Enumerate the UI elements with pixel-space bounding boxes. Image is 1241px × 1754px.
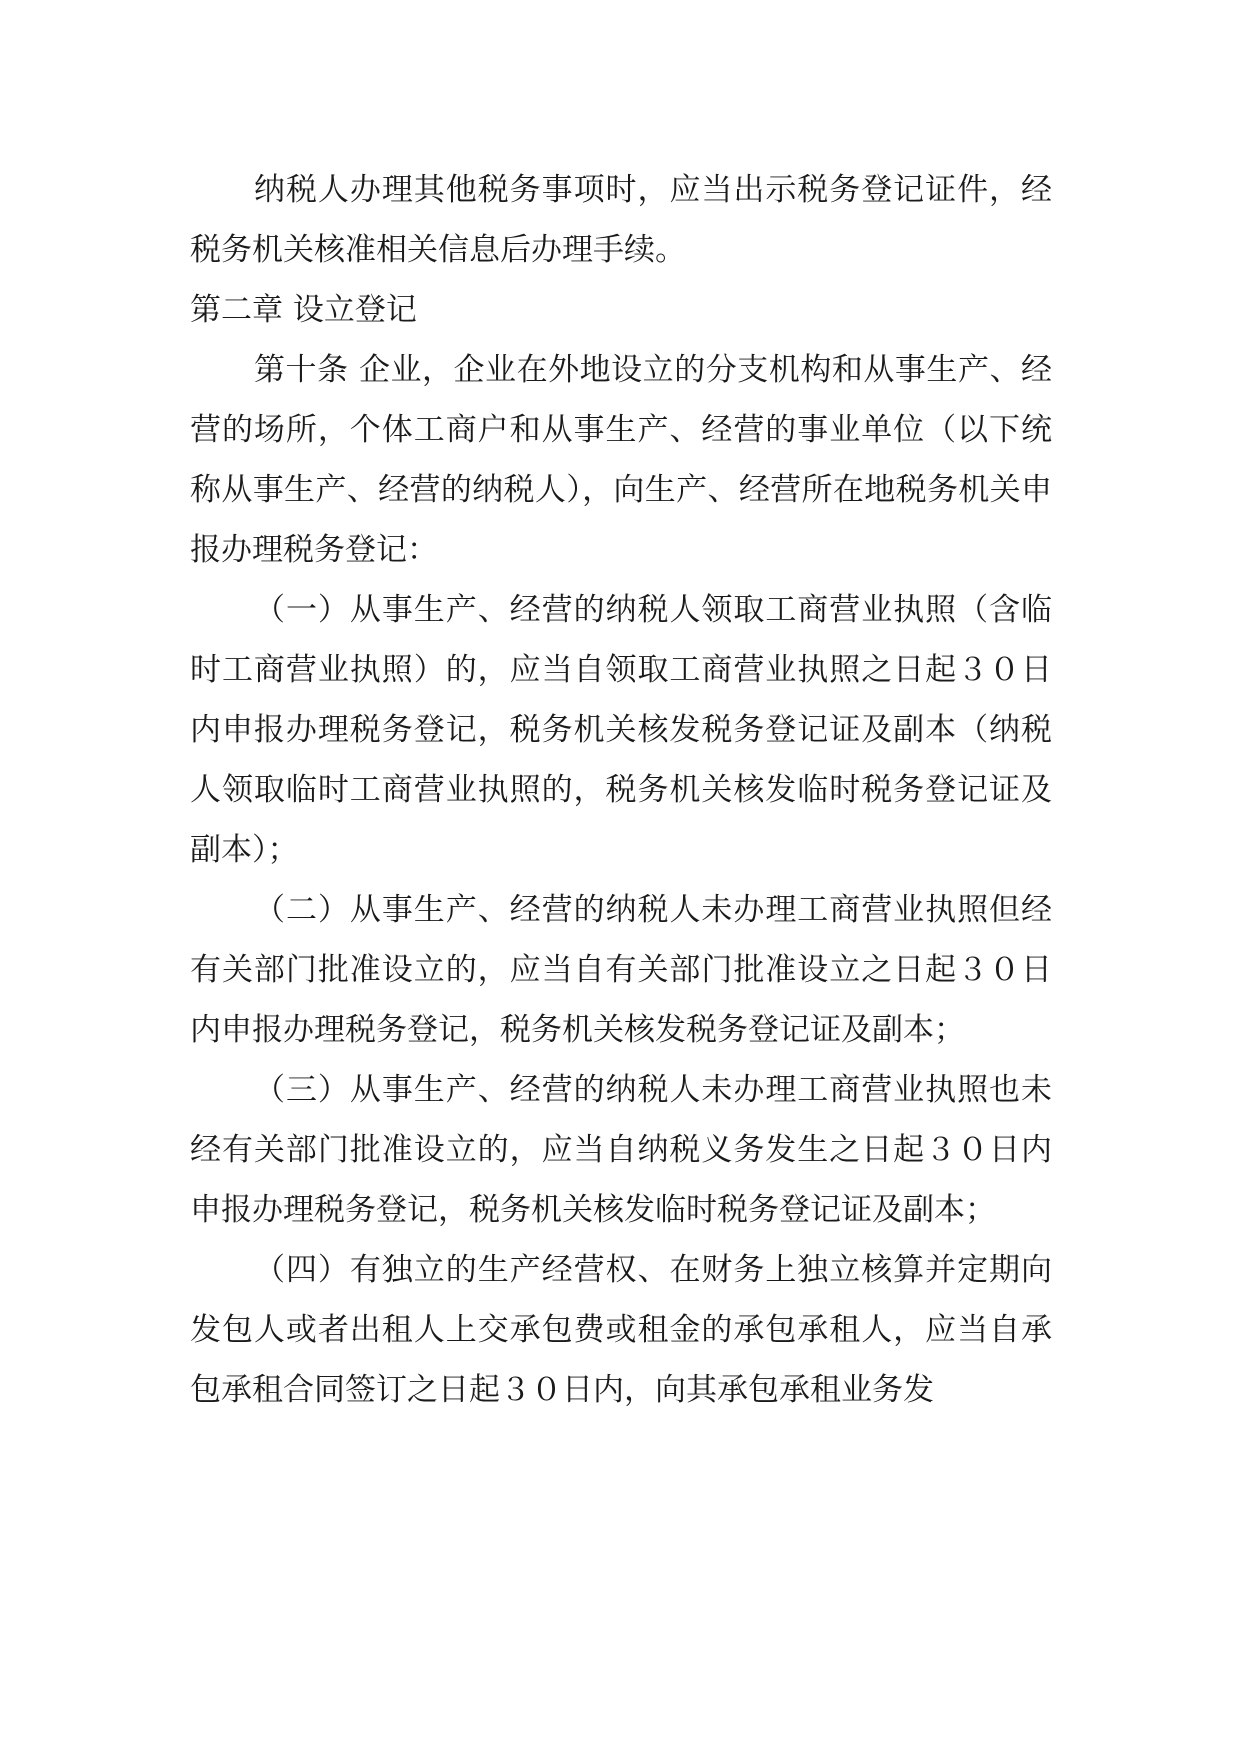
article-ten: 第十条 企业，企业在外地设立的分支机构和从事生产、经营的场所，个体工商户和从事生产、经营的事业单位（以下统称从事生产、经营的纳税人），向生产、经营所在地税务机关申报办理税务登记：: [190, 352, 1052, 568]
article-ten-item-3: （三）从事生产、经营的纳税人未办理工商营业执照也未经有关部门批准设立的，应当自纳税义务发生之日起３０日内申报办理税务登记，税务机关核发临时税务登记证及副本；: [190, 1072, 1052, 1228]
article-ten-item-2: （二）从事生产、经营的纳税人未办理工商营业执照但经有关部门批准设立的，应当自有关部门批准设立之日起３０日内申报办理税务登记，税务机关核发税务登记证及副本；: [190, 892, 1052, 1048]
document-body: [190, 160, 1052, 1420]
paragraph-other-tax-matters: 纳税人办理其他税务事项时，应当出示税务登记证件，经税务机关核准相关信息后办理手续。: [190, 172, 1052, 268]
article-ten-item-4: （四）有独立的生产经营权、在财务上独立核算并定期向发包人或者出租人上交承包费或租金的承包承租人，应当自承包承租合同签订之日起３０日内，向其承包承租业务发: [190, 1252, 1052, 1408]
chapter-heading: 第二章 设立登记: [190, 292, 417, 328]
article-ten-item-1: （一）从事生产、经营的纳税人领取工商营业执照（含临时工商营业执照）的，应当自领取工商营业执照之日起３０日内申报办理税务登记，税务机关核发税务登记证及副本（纳税人领取临时工商营业执照的，税务机关核发临时税务登记证及副本）；: [190, 592, 1052, 868]
